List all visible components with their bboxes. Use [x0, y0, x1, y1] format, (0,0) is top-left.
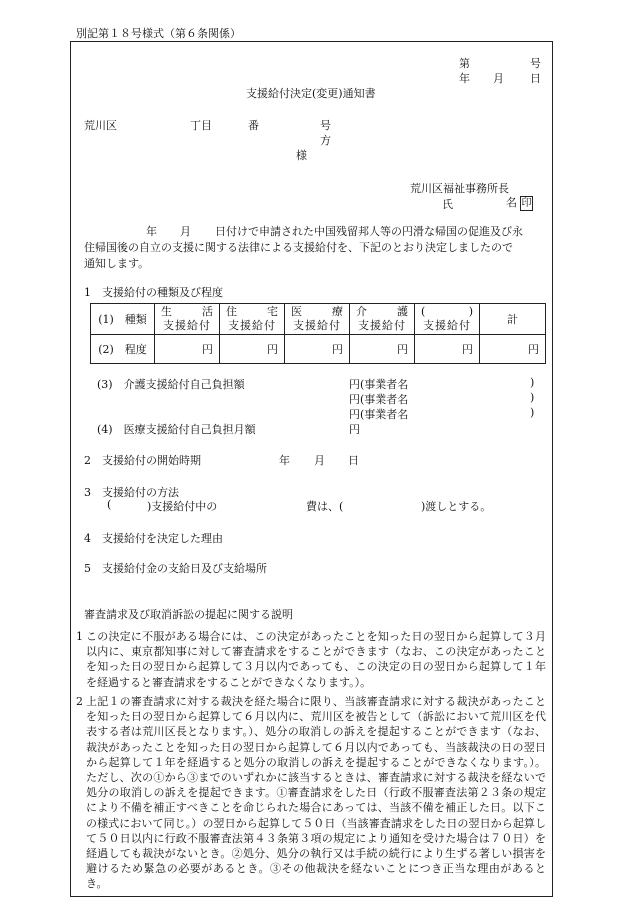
item-number: 2 [76, 695, 83, 708]
intro-line1: 日付けで申請された中国残留邦人等の円滑な帰国の促進及び永 [215, 225, 523, 238]
number-prefix: 第 [459, 57, 470, 70]
row-label-type: (1) 種類 [91, 304, 155, 335]
yen-other: 円 [415, 335, 480, 364]
intro-line2: 住帰国後の自立の支援に関する法律による支援給付を、下記のとおり決定しましたので [84, 241, 513, 254]
intro-year: 年 [146, 225, 157, 238]
explanation-item-1 [76, 629, 546, 690]
section3-heading: 3 支援給付の方法 [84, 486, 179, 499]
issuer-name-seal [506, 194, 533, 211]
issuer-mei: 名 [506, 196, 517, 209]
date-day: 日 [530, 72, 541, 85]
col-housing: 住 宅 支援給付 [220, 304, 285, 335]
benefit-table [90, 303, 546, 364]
section5-heading: 5 支援給付金の支給日及び支給場所 [84, 562, 267, 575]
item-text: この決定に不服がある場合には、この決定があったことを知った日の翌日から起算して３月以内に、東京都知事に対して審査請求をすることができます（なお、この決定があったことを知った日の翌日から起算して３月以内であっても、この決定の日の翌日から起算して１年を経過すると審査請求をすることができなくなります。）。 [86, 630, 546, 689]
date-month: 月 [493, 72, 504, 85]
yen-living: 円 [155, 335, 220, 364]
col-total: 計 [480, 304, 546, 335]
section2-heading: 2 支援給付の開始時期 [84, 454, 201, 467]
address-sama: 様 [296, 149, 307, 162]
copay-medical-label: (4) 医療支援給付自己負担月額 [97, 423, 256, 436]
start-month: 月 [314, 454, 325, 467]
form-label: 別記第１８号様式（第６条関係） [76, 27, 241, 40]
address-chome: 丁目 [190, 119, 212, 132]
method-mid: )支援給付中の [147, 500, 218, 513]
issuer-office: 荒川区福祉事務所長 [410, 182, 509, 195]
method-open: ( [107, 498, 112, 511]
method-tail: )渡しとする。 [421, 500, 492, 513]
method-fee: 費は、( [306, 500, 344, 513]
intro-line3: 通知します。 [84, 257, 150, 270]
table-row [91, 335, 546, 364]
copay-close-1: ) [530, 376, 535, 389]
col-other: ( ) 支援給付 [415, 304, 480, 335]
date-year: 年 [459, 72, 470, 85]
explanation-item-2 [76, 694, 546, 892]
col-medical: 医 療 支援給付 [285, 304, 350, 335]
copay-close-2: ) [530, 391, 535, 404]
document-title: 支援給付決定(変更)通知書 [246, 87, 376, 100]
section4-heading: 4 支援給付を決定した理由 [84, 532, 223, 545]
seal-mark: 印 [521, 198, 532, 209]
yen-care: 円 [350, 335, 415, 364]
section1-heading: 1 支援給付の種類及び程度 [84, 286, 223, 299]
address-kata: 方 [320, 134, 331, 147]
address-go: 号 [320, 119, 331, 132]
intro-month: 月 [180, 225, 191, 238]
col-living: 生 活 支援給付 [155, 304, 220, 335]
address-ban: 番 [248, 119, 259, 132]
copay-medical-yen: 円 [349, 423, 360, 436]
address-ward: 荒川区 [84, 119, 117, 132]
copay-care-label: (3) 介護支援給付自己負担額 [97, 378, 245, 391]
copay-provider-2: 円(事業者名 [349, 393, 409, 406]
copay-provider-3: 円(事業者名 [349, 408, 409, 421]
start-year: 年 [279, 454, 290, 467]
item-text: 上記１の審査請求に対する裁決を経た場合に限り、当該審査請求に対する裁決があったことを知った日の翌日から起算して６月以内に、荒川区を被告として（訴訟において荒川区を代表する者は荒川区長となります。）、処分の取消しの訴えを提起することができます（なお、裁決があったことを知った日の翌日から起算して６月以内であっても、当該裁決の日の翌日から起算して１年を経過すると処分の取消しの訴えを提起することができなくなります。）。ただし、次の①から③までのいずれかに該当するときは、審査請求に対する裁決を経ないで処分の取消しの訴えを提起できます。①審査請求をした日（行政不服審査法第２３条の規定により不備を補正すべきことを命じられた場合にあっては、当該不備を補正した日。以下この様式において同じ。）の翌日から起算して５０日（当該審査請求をした日の翌日から起算して５０日以内に行政不服審査法第４３条第３項の規定により通知を受けた場合は７０日）を経過しても裁決がないとき。②処分、処分の執行又は手続の続行により生ずる著しい損害を避けるため緊急の必要があるとき。③その他裁決を経ないことにつき正当な理由があるとき。 [86, 695, 546, 891]
copay-provider-1: 円(事業者名 [349, 378, 409, 391]
yen-housing: 円 [220, 335, 285, 364]
issuer-shi: 氏 [442, 198, 453, 211]
explanation-heading: 審査請求及び取消訴訟の提起に関する説明 [84, 608, 293, 621]
start-day: 日 [348, 454, 359, 467]
row-label-degree: (2) 程度 [91, 335, 155, 364]
copay-close-3: ) [530, 406, 535, 419]
item-number: 1 [76, 630, 83, 643]
table-row [91, 304, 546, 335]
yen-total: 円 [480, 335, 546, 364]
yen-medical: 円 [285, 335, 350, 364]
number-suffix: 号 [530, 57, 541, 70]
col-care: 介 護 支援給付 [350, 304, 415, 335]
